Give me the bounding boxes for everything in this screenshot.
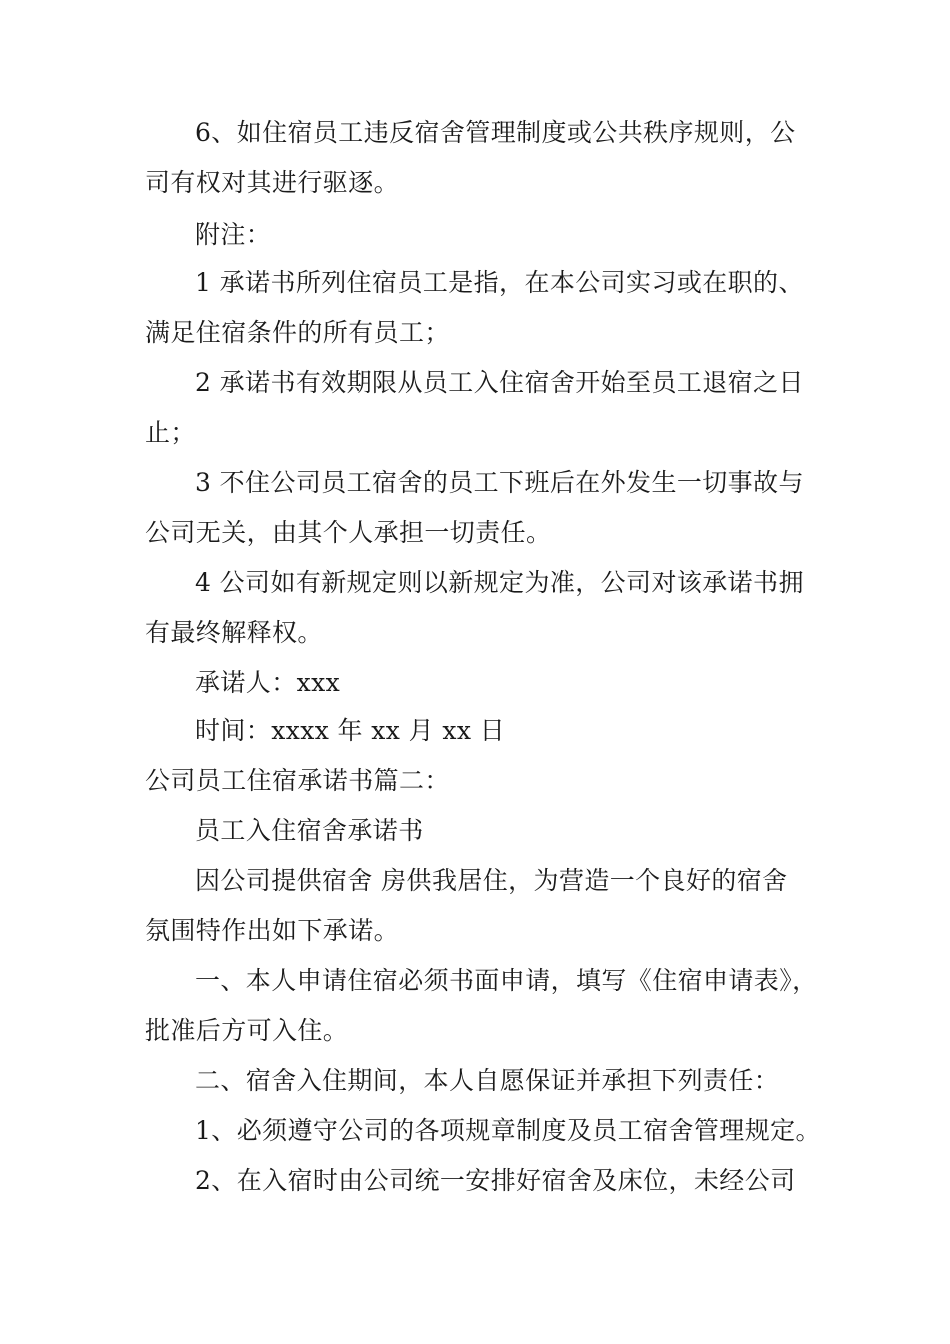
paragraph-line: 附注： xyxy=(195,220,272,249)
document-title: 员工入住宿舍承诺书 xyxy=(195,816,424,845)
paragraph-line: 2、在入宿时由公司统一安排好宿舍及床位，未经公司 xyxy=(195,1166,796,1195)
signatory-line: 承诺人：xxx xyxy=(195,668,341,697)
date-line: 时间：xxxx 年 xx 月 xx 日 xyxy=(195,716,506,745)
section-heading: 公司员工住宿承诺书篇二： xyxy=(145,766,450,795)
paragraph-line: 满足住宿条件的所有员工； xyxy=(145,318,450,347)
paragraph-line: 3 不住公司员工宿舍的员工下班后在外发生一切事故与 xyxy=(195,468,804,497)
paragraph-line: 公司无关，由其个人承担一切责任。 xyxy=(145,518,552,547)
paragraph-line: 氛围特作出如下承诺。 xyxy=(145,916,400,945)
paragraph-line: 6、如住宿员工违反宿舍管理制度或公共秩序规则，公 xyxy=(195,118,796,147)
paragraph-line: 有最终解释权。 xyxy=(145,618,323,647)
paragraph-line: 司有权对其进行驱逐。 xyxy=(145,168,400,197)
paragraph-line: 2 承诺书有效期限从员工入住宿舍开始至员工退宿之日 xyxy=(195,368,804,397)
paragraph-line: 因公司提供宿舍 房供我居住，为营造一个良好的宿舍 xyxy=(195,866,788,895)
paragraph-line: 止； xyxy=(145,418,196,447)
paragraph-line: 一、本人申请住宿必须书面申请，填写《住宿申请表》， xyxy=(195,966,818,995)
paragraph-line: 4 公司如有新规定则以新规定为准，公司对该承诺书拥 xyxy=(195,568,804,597)
paragraph-line: 批准后方可入住。 xyxy=(145,1016,349,1045)
paragraph-line: 1、必须遵守公司的各项规章制度及员工宿舍管理规定。 xyxy=(195,1116,821,1145)
paragraph-line: 二、宿舍入住期间，本人自愿保证并承担下列责任： xyxy=(195,1066,780,1095)
paragraph-line: 1 承诺书所列住宿员工是指，在本公司实习或在职的、 xyxy=(195,268,804,297)
